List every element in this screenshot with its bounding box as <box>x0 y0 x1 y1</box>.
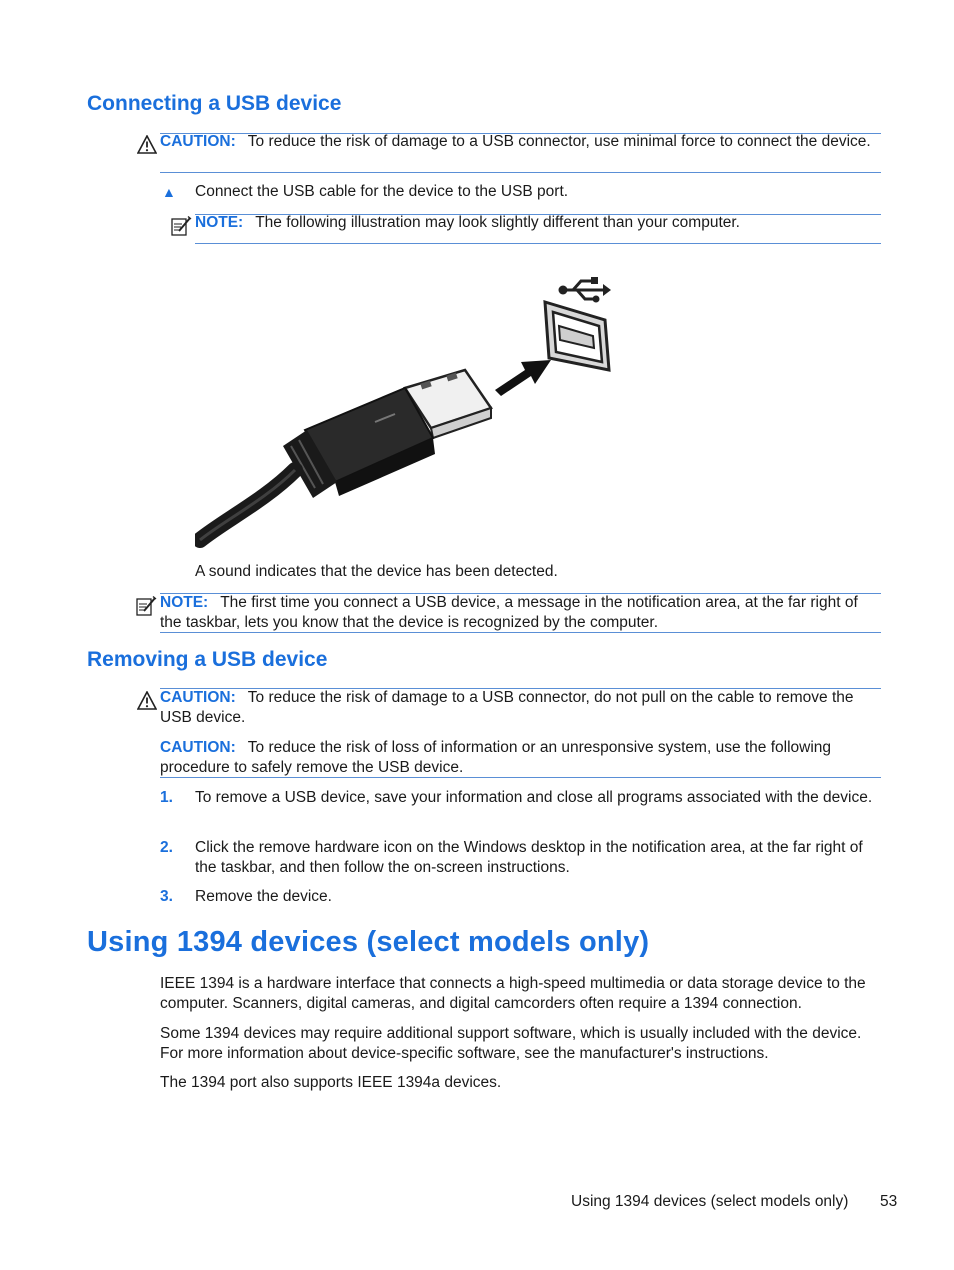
step-text: To remove a USB device, save your information and close all programs associated with the device. <box>195 789 873 806</box>
caution-text: To reduce the risk of loss of information or an unresponsive system, use the following procedure to safely remove the USB device. <box>160 739 832 776</box>
caution-label: CAUTION: <box>160 689 236 706</box>
usb-port-icon <box>545 302 609 370</box>
step-triangle-marker: ▲ <box>162 184 176 200</box>
footer-title: Using 1394 devices (select models only) <box>571 1193 849 1210</box>
step-text: Connect the USB cable for the device to the USB port. <box>195 183 569 200</box>
paragraph: IEEE 1394 is a hardware interface that connects a high-speed multimedia or data storage device to the computer. Scanners, digital cameras, and digital camcorders often require a 1394 connection. <box>160 975 866 1012</box>
note-text: The first time you connect a USB device, a message in the notification area, at the far right of the taskbar, lets you know that the device is recognized by the computer. <box>160 594 858 631</box>
caution-text: To reduce the risk of damage to a USB connector, use minimal force to connect the device. <box>247 133 871 150</box>
usb-connection-illustration <box>195 270 625 550</box>
step-number: 3. <box>160 888 173 905</box>
note-block <box>195 213 881 233</box>
usb-symbol-icon <box>559 277 612 303</box>
caution-block <box>160 688 875 727</box>
section-heading-removing-usb: Removing a USB device <box>87 648 328 671</box>
note-label: NOTE: <box>195 214 244 231</box>
step-number: 2. <box>160 839 173 856</box>
caution-rule-bottom <box>160 777 881 778</box>
paragraph: Some 1394 devices may require additional support software, which is usually included with the device. For more information about device-specific software, see the manufacturer's instructions. <box>160 1025 862 1062</box>
page-number: 53 <box>880 1193 898 1210</box>
caution-label: CAUTION: <box>160 739 236 756</box>
note-block <box>160 593 875 632</box>
chapter-heading-1394-devices: Using 1394 devices (select models only) <box>87 926 650 958</box>
insert-arrow-icon <box>495 360 551 396</box>
note-pencil-icon <box>135 595 157 617</box>
device-detected-text: A sound indicates that the device has been detected. <box>195 563 558 580</box>
note-label: NOTE: <box>160 594 209 611</box>
caution-label: CAUTION: <box>160 133 236 150</box>
caution-block <box>160 132 875 152</box>
caution-warning-icon <box>137 135 157 154</box>
caution-block <box>160 738 875 777</box>
caution-rule-bottom <box>160 172 881 173</box>
note-pencil-icon <box>170 215 192 237</box>
step-text: Remove the device. <box>195 888 332 905</box>
step-text: Click the remove hardware icon on the Windows desktop in the notification area, at the far right of the taskbar, and then follow the on-screen instructions. <box>195 839 863 876</box>
note-rule-bottom <box>195 243 881 244</box>
section-heading-connecting-usb: Connecting a USB device <box>87 92 342 115</box>
caution-text: To reduce the risk of damage to a USB connector, do not pull on the cable to remove the USB device. <box>160 689 854 726</box>
note-text: The following illustration may look slightly different than your computer. <box>255 214 740 231</box>
note-rule-bottom <box>160 632 881 633</box>
caution-warning-icon <box>137 691 157 710</box>
paragraph: The 1394 port also supports IEEE 1394a devices. <box>160 1074 502 1091</box>
step-number: 1. <box>160 789 173 806</box>
